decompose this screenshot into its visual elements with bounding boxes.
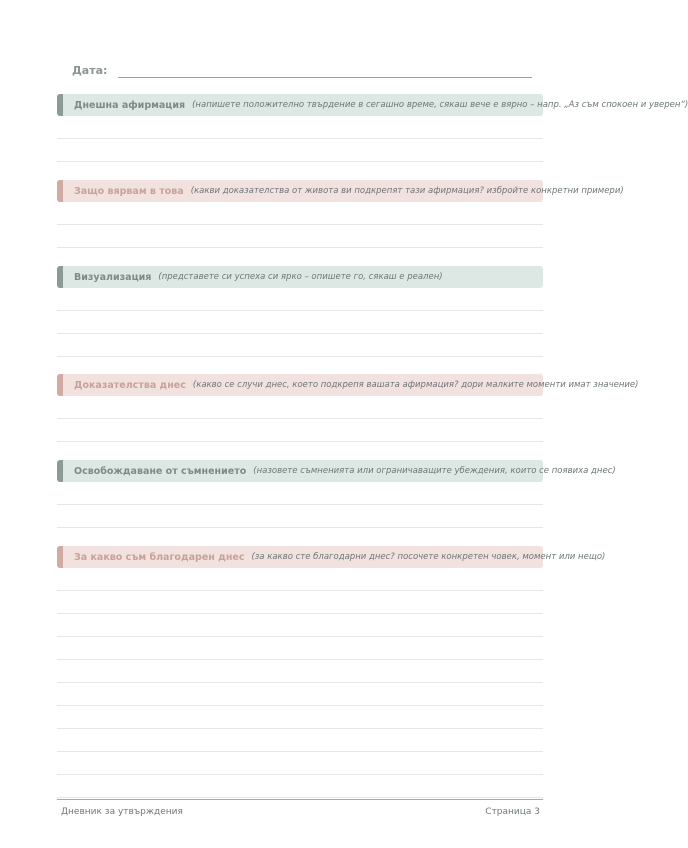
footer-divider	[57, 799, 543, 800]
writing-line[interactable]	[57, 288, 543, 311]
writing-line[interactable]	[57, 482, 543, 505]
section-releasing-doubt	[57, 460, 616, 528]
writing-line[interactable]	[57, 419, 543, 442]
writing-line[interactable]	[57, 775, 543, 798]
date-label: Дата:	[72, 64, 108, 77]
writing-lines[interactable]	[57, 202, 543, 248]
section-title: За какво съм благодарен днес	[74, 551, 245, 563]
writing-line[interactable]	[57, 614, 543, 637]
section-header	[57, 94, 688, 116]
writing-line[interactable]	[57, 225, 543, 248]
date-input-line[interactable]	[118, 77, 532, 78]
section-hint: (какво се случи днес, което подкрепя вашата афирмация? дори малките моменти имат значение)	[192, 380, 639, 390]
section-title: Днешна афирмация	[74, 99, 186, 111]
section-title: Защо вярвам в това	[74, 185, 184, 197]
section-header	[57, 266, 543, 288]
section-title: Доказателства днес	[74, 379, 186, 391]
writing-line[interactable]	[57, 729, 543, 752]
date-row	[72, 62, 532, 80]
section-evidence-today	[57, 374, 639, 442]
section-header	[57, 374, 639, 396]
section-hint: (напишете положително твърдение в сегашно време, сякаш вече е вярно – напр. „Аз съм спокоен и уверен“)	[192, 100, 688, 110]
writing-line[interactable]	[57, 139, 543, 162]
section-hint: (представете си успеха си ярко – опишете го, сякаш е реален)	[158, 272, 443, 282]
section-affirmation	[57, 94, 688, 162]
section-header	[57, 460, 616, 482]
section-why-believe	[57, 180, 624, 248]
footer-title: Дневник за утвърждения	[61, 807, 183, 817]
writing-line[interactable]	[57, 505, 543, 528]
section-title: Освобождаване от съмнението	[74, 465, 247, 477]
writing-line[interactable]	[57, 334, 543, 357]
writing-line[interactable]	[57, 660, 543, 683]
section-title: Визуализация	[74, 271, 152, 283]
writing-lines[interactable]	[57, 116, 543, 162]
section-gratitude	[57, 546, 606, 798]
writing-line[interactable]	[57, 683, 543, 706]
page-number: Страница 3	[485, 807, 540, 817]
writing-line[interactable]	[57, 637, 543, 660]
writing-line[interactable]	[57, 591, 543, 614]
section-hint: (какви доказателства от живота ви подкрепят тази афирмация? избройте конкретни примери)	[190, 186, 624, 196]
writing-line[interactable]	[57, 202, 543, 225]
section-hint: (за какво сте благодарни днес? посочете конкретен човек, момент или нещо)	[251, 552, 606, 562]
writing-lines[interactable]	[57, 482, 543, 528]
section-visualization	[57, 266, 543, 357]
writing-line[interactable]	[57, 706, 543, 729]
writing-line[interactable]	[57, 311, 543, 334]
section-header	[57, 180, 624, 202]
writing-lines[interactable]	[57, 568, 543, 798]
writing-line[interactable]	[57, 568, 543, 591]
writing-lines[interactable]	[57, 396, 543, 442]
section-header	[57, 546, 606, 568]
writing-lines[interactable]	[57, 288, 543, 357]
section-hint: (назовете съмненията или ограничаващите убеждения, които се появиха днес)	[253, 466, 616, 476]
writing-line[interactable]	[57, 752, 543, 775]
writing-line[interactable]	[57, 116, 543, 139]
writing-line[interactable]	[57, 396, 543, 419]
